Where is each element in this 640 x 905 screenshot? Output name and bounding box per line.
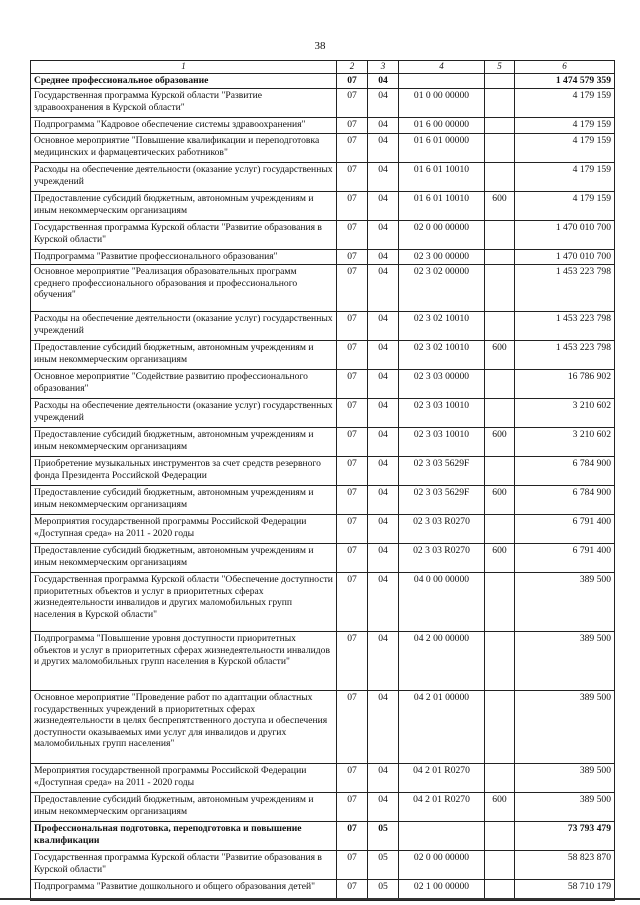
row-name: Предоставление субсидий бюджетным, автономным учреждениям и иным некоммерческим организациям xyxy=(31,341,337,370)
row-target-code: 02 3 02 10010 xyxy=(399,341,485,370)
row-section: 07 xyxy=(337,221,368,250)
row-section: 07 xyxy=(337,192,368,221)
table-row xyxy=(31,341,615,370)
row-name: Приобретение музыкальных инструментов за счет средств резервного фонда Президента Российской Федерации xyxy=(31,457,337,486)
row-target-code: 04 0 00 00000 xyxy=(399,573,485,632)
table-row xyxy=(31,74,615,89)
row-subsection: 04 xyxy=(368,515,399,544)
row-target-code: 02 1 00 00000 xyxy=(399,880,485,901)
row-section: 07 xyxy=(337,822,368,851)
table-row xyxy=(31,89,615,118)
row-expense-type: 600 xyxy=(485,486,515,515)
row-name: Государственная программа Курской области "Развитие здравоохранения в Курской области" xyxy=(31,89,337,118)
table-row xyxy=(31,691,615,764)
row-subsection: 04 xyxy=(368,74,399,89)
row-amount: 1 470 010 700 xyxy=(515,221,615,250)
row-target-code: 02 3 03 10010 xyxy=(399,399,485,428)
row-amount: 6 791 400 xyxy=(515,544,615,573)
row-amount: 389 500 xyxy=(515,632,615,691)
row-amount: 3 210 602 xyxy=(515,428,615,457)
row-section: 07 xyxy=(337,399,368,428)
row-amount: 6 784 900 xyxy=(515,486,615,515)
row-subsection: 05 xyxy=(368,851,399,880)
row-name: Основное мероприятие "Реализация образовательных программ среднего профессионального образования и профессионального обучения" xyxy=(31,265,337,312)
row-section: 07 xyxy=(337,764,368,793)
row-section: 07 xyxy=(337,691,368,764)
row-section: 07 xyxy=(337,793,368,822)
table-row xyxy=(31,515,615,544)
row-name: Основное мероприятие "Содействие развитию профессионального образования" xyxy=(31,370,337,399)
row-target-code: 02 0 00 00000 xyxy=(399,851,485,880)
row-amount: 1 470 010 700 xyxy=(515,250,615,265)
row-amount: 3 210 602 xyxy=(515,399,615,428)
row-subsection: 05 xyxy=(368,880,399,901)
row-name: Государственная программа Курской области "Развитие образования в Курской области" xyxy=(31,221,337,250)
row-amount: 4 179 159 xyxy=(515,163,615,192)
table-row xyxy=(31,163,615,192)
row-expense-type: 600 xyxy=(485,341,515,370)
row-name: Подпрограмма "Развитие профессионального образования" xyxy=(31,250,337,265)
row-target-code: 02 3 03 00000 xyxy=(399,370,485,399)
row-expense-type xyxy=(485,399,515,428)
table-row xyxy=(31,632,615,691)
row-subsection: 04 xyxy=(368,486,399,515)
row-expense-type xyxy=(485,457,515,486)
table-row xyxy=(31,265,615,312)
row-expense-type xyxy=(485,691,515,764)
row-amount: 1 453 223 798 xyxy=(515,312,615,341)
row-section: 07 xyxy=(337,341,368,370)
column-header: 1 xyxy=(31,61,337,74)
row-section: 07 xyxy=(337,573,368,632)
table-row xyxy=(31,573,615,632)
row-name: Подпрограмма "Кадровое обеспечение системы здравоохранения" xyxy=(31,118,337,134)
row-name: Мероприятия государственной программы Российской Федерации «Доступная среда» на 2011 - 2020 годы xyxy=(31,515,337,544)
row-subsection: 04 xyxy=(368,632,399,691)
row-amount: 73 793 479 xyxy=(515,822,615,851)
row-expense-type xyxy=(485,312,515,341)
table-row xyxy=(31,544,615,573)
budget-table xyxy=(30,60,615,901)
row-section: 07 xyxy=(337,544,368,573)
row-target-code: 02 3 03 5629F xyxy=(399,457,485,486)
row-target-code: 04 2 01 R0270 xyxy=(399,764,485,793)
row-subsection: 04 xyxy=(368,89,399,118)
row-amount: 6 791 400 xyxy=(515,515,615,544)
table-row xyxy=(31,764,615,793)
row-target-code: 01 6 01 10010 xyxy=(399,192,485,221)
row-expense-type: 600 xyxy=(485,428,515,457)
row-target-code: 02 3 03 R0270 xyxy=(399,515,485,544)
table-row xyxy=(31,250,615,265)
row-section: 07 xyxy=(337,515,368,544)
row-expense-type xyxy=(485,764,515,793)
row-subsection: 04 xyxy=(368,573,399,632)
row-name: Расходы на обеспечение деятельности (оказание услуг) государственных учреждений xyxy=(31,163,337,192)
row-section: 07 xyxy=(337,880,368,901)
table-row xyxy=(31,793,615,822)
row-expense-type xyxy=(485,370,515,399)
row-expense-type xyxy=(485,851,515,880)
row-expense-type: 600 xyxy=(485,793,515,822)
row-target-code: 02 3 03 R0270 xyxy=(399,544,485,573)
row-subsection: 04 xyxy=(368,691,399,764)
row-name: Предоставление субсидий бюджетным, автономным учреждениям и иным некоммерческим организациям xyxy=(31,486,337,515)
row-target-code xyxy=(399,822,485,851)
row-target-code: 01 6 01 10010 xyxy=(399,163,485,192)
row-expense-type xyxy=(485,118,515,134)
row-target-code: 02 0 00 00000 xyxy=(399,221,485,250)
table-row xyxy=(31,851,615,880)
row-subsection: 04 xyxy=(368,544,399,573)
row-name: Среднее профессиональное образование xyxy=(31,74,337,89)
row-target-code: 02 3 02 10010 xyxy=(399,312,485,341)
row-name: Подпрограмма "Повышение уровня доступности приоритетных объектов и услуг в приоритетных сферах жизнедеятельности инвалидов и других маломобильных групп населения в Курской области" xyxy=(31,632,337,691)
row-expense-type: 600 xyxy=(485,544,515,573)
row-expense-type xyxy=(485,573,515,632)
row-subsection: 04 xyxy=(368,341,399,370)
row-name: Предоставление субсидий бюджетным, автономным учреждениям и иным некоммерческим организациям xyxy=(31,793,337,822)
row-name: Мероприятия государственной программы Российской Федерации «Доступная среда» на 2011 - 2020 годы xyxy=(31,764,337,793)
row-section: 07 xyxy=(337,163,368,192)
row-section: 07 xyxy=(337,428,368,457)
table-row xyxy=(31,399,615,428)
row-subsection: 04 xyxy=(368,793,399,822)
row-name: Основное мероприятие "Проведение работ по адаптации областных государственных учреждений в приоритетных сферах жизнедеятельности в целях беспрепятственного доступа и обеспечения доступности оказываемых ими услуг для инвалидов и других маломобильных групп населения" xyxy=(31,691,337,764)
row-target-code: 02 3 03 5629F xyxy=(399,486,485,515)
row-subsection: 04 xyxy=(368,370,399,399)
row-expense-type xyxy=(485,250,515,265)
row-expense-type: 600 xyxy=(485,192,515,221)
row-subsection: 04 xyxy=(368,250,399,265)
row-expense-type xyxy=(485,515,515,544)
row-amount: 4 179 159 xyxy=(515,89,615,118)
row-name: Предоставление субсидий бюджетным, автономным учреждениям и иным некоммерческим организациям xyxy=(31,544,337,573)
row-amount: 58 710 179 xyxy=(515,880,615,901)
row-target-code: 01 6 00 00000 xyxy=(399,118,485,134)
table-row xyxy=(31,134,615,163)
row-expense-type xyxy=(485,163,515,192)
row-target-code: 04 2 01 00000 xyxy=(399,691,485,764)
row-amount: 4 179 159 xyxy=(515,134,615,163)
row-name: Государственная программа Курской области "Развитие образования в Курской области" xyxy=(31,851,337,880)
table-row xyxy=(31,312,615,341)
row-amount: 1 474 579 359 xyxy=(515,74,615,89)
row-subsection: 04 xyxy=(368,134,399,163)
row-section: 07 xyxy=(337,118,368,134)
row-subsection: 04 xyxy=(368,221,399,250)
row-amount: 6 784 900 xyxy=(515,457,615,486)
table-header-row xyxy=(31,61,615,74)
table-row xyxy=(31,486,615,515)
row-name: Предоставление субсидий бюджетным, автономным учреждениям и иным некоммерческим организациям xyxy=(31,192,337,221)
row-expense-type xyxy=(485,74,515,89)
table-row xyxy=(31,221,615,250)
row-name: Расходы на обеспечение деятельности (оказание услуг) государственных учреждений xyxy=(31,399,337,428)
row-name: Предоставление субсидий бюджетным, автономным учреждениям и иным некоммерческим организациям xyxy=(31,428,337,457)
row-subsection: 05 xyxy=(368,822,399,851)
row-target-code: 01 0 00 00000 xyxy=(399,89,485,118)
row-amount: 389 500 xyxy=(515,793,615,822)
row-section: 07 xyxy=(337,74,368,89)
table-row xyxy=(31,118,615,134)
row-section: 07 xyxy=(337,486,368,515)
row-target-code: 01 6 01 00000 xyxy=(399,134,485,163)
row-name: Подпрограмма "Развитие дошкольного и общего образования детей" xyxy=(31,880,337,901)
row-amount: 1 453 223 798 xyxy=(515,341,615,370)
column-header: 5 xyxy=(485,61,515,74)
row-section: 07 xyxy=(337,370,368,399)
row-expense-type xyxy=(485,265,515,312)
row-expense-type xyxy=(485,822,515,851)
row-amount: 4 179 159 xyxy=(515,192,615,221)
table-row xyxy=(31,428,615,457)
row-expense-type xyxy=(485,134,515,163)
row-amount: 58 823 870 xyxy=(515,851,615,880)
row-expense-type xyxy=(485,221,515,250)
row-target-code xyxy=(399,74,485,89)
row-section: 07 xyxy=(337,134,368,163)
table-row xyxy=(31,192,615,221)
row-name: Основное мероприятие "Повышение квалификации и переподготовка медицинских и фармацевтических работников" xyxy=(31,134,337,163)
row-amount: 4 179 159 xyxy=(515,118,615,134)
row-name: Профессиональная подготовка, переподготовка и повышение квалификации xyxy=(31,822,337,851)
row-amount: 389 500 xyxy=(515,573,615,632)
row-subsection: 04 xyxy=(368,399,399,428)
table-row xyxy=(31,457,615,486)
page-bottom-rule xyxy=(0,898,640,900)
row-subsection: 04 xyxy=(368,312,399,341)
row-expense-type xyxy=(485,632,515,691)
row-section: 07 xyxy=(337,250,368,265)
column-header: 2 xyxy=(337,61,368,74)
row-name: Государственная программа Курской области "Обеспечение доступности приоритетных объектов и услуг в приоритетных сферах жизнедеятельности инвалидов и других маломобильных групп населения в Курской области" xyxy=(31,573,337,632)
column-header: 4 xyxy=(399,61,485,74)
row-section: 07 xyxy=(337,851,368,880)
row-amount: 1 453 223 798 xyxy=(515,265,615,312)
row-subsection: 04 xyxy=(368,163,399,192)
row-subsection: 04 xyxy=(368,428,399,457)
page-number: 38 xyxy=(314,40,326,52)
row-target-code: 04 2 00 00000 xyxy=(399,632,485,691)
row-section: 07 xyxy=(337,312,368,341)
row-amount: 389 500 xyxy=(515,691,615,764)
row-target-code: 02 3 03 10010 xyxy=(399,428,485,457)
table-row xyxy=(31,822,615,851)
table-row xyxy=(31,370,615,399)
row-name: Расходы на обеспечение деятельности (оказание услуг) государственных учреждений xyxy=(31,312,337,341)
row-subsection: 04 xyxy=(368,457,399,486)
row-amount: 389 500 xyxy=(515,764,615,793)
column-header: 3 xyxy=(368,61,399,74)
row-subsection: 04 xyxy=(368,764,399,793)
row-subsection: 04 xyxy=(368,265,399,312)
row-section: 07 xyxy=(337,632,368,691)
row-subsection: 04 xyxy=(368,192,399,221)
row-target-code: 02 3 02 00000 xyxy=(399,265,485,312)
row-amount: 16 786 902 xyxy=(515,370,615,399)
row-expense-type xyxy=(485,89,515,118)
row-subsection: 04 xyxy=(368,118,399,134)
row-section: 07 xyxy=(337,89,368,118)
row-target-code: 02 3 00 00000 xyxy=(399,250,485,265)
row-section: 07 xyxy=(337,457,368,486)
row-target-code: 04 2 01 R0270 xyxy=(399,793,485,822)
column-header: 6 xyxy=(515,61,615,74)
row-section: 07 xyxy=(337,265,368,312)
